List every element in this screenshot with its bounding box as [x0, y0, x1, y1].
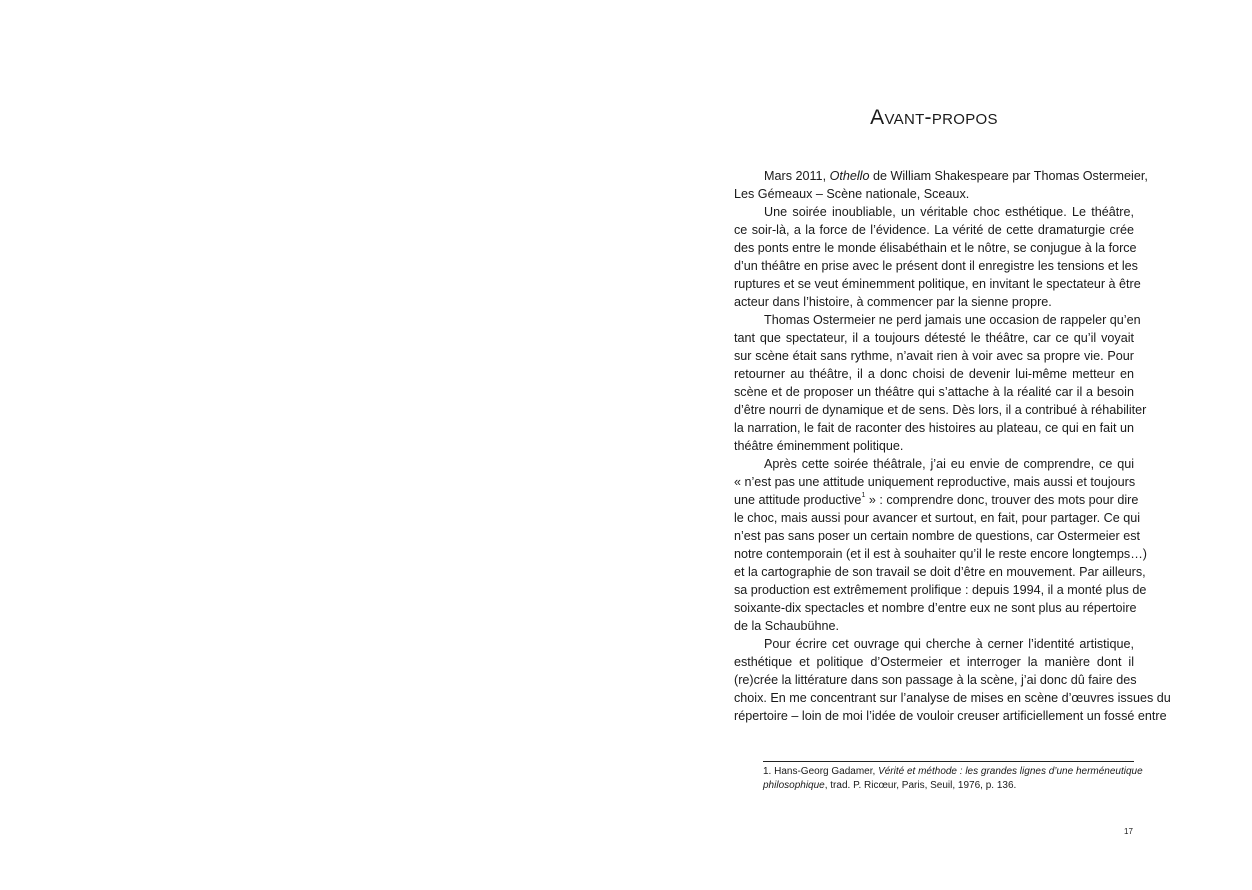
text-line	[734, 311, 1141, 329]
text-line	[734, 167, 1148, 185]
italic-text: Vérité et méthode : les grandes lignes d’une herméneutique	[878, 766, 1143, 777]
text-segment: esthétique et politique d’Ostermeier et interroger la manière dont il	[734, 655, 1134, 669]
text-line	[734, 455, 1134, 473]
text-segment: et la cartographie de son travail se doit d’être en mouvement. Par ailleurs,	[734, 565, 1146, 579]
text-segment: acteur dans l’histoire, à commencer par la sienne propre.	[734, 295, 1052, 309]
text-segment: notre contemporain (et il est à souhaiter qu’il le reste encore longtemps…)	[734, 547, 1148, 561]
page-number: 17	[1124, 827, 1133, 836]
footnote-ref[interactable]: 1	[861, 492, 866, 499]
text-segment: Les Gémeaux – Scène nationale, Sceaux.	[734, 187, 970, 201]
text-line	[734, 401, 1147, 419]
text-line	[734, 239, 1137, 257]
text-line	[734, 419, 1134, 437]
text-segment: de William Shakespeare par Thomas Ostermeier,	[869, 169, 1148, 183]
text-segment: n’est pas sans poser un certain nombre de questions, car Ostermeier est	[734, 529, 1141, 543]
text-segment: des ponts entre le monde élisabéthain et le nôtre, se conjugue à la force	[734, 241, 1137, 255]
text-segment: le choc, mais aussi pour avancer et surtout, en fait, pour partager. Ce qui	[734, 511, 1141, 525]
text-line	[734, 383, 1134, 401]
text-segment: retourner au théâtre, il a donc choisi de devenir lui-même metteur en	[734, 367, 1134, 381]
text-line	[734, 563, 1146, 581]
text-line	[734, 509, 1141, 527]
text-line	[734, 473, 1134, 491]
text-line	[734, 617, 1134, 635]
footnote-rule	[763, 761, 1134, 762]
body-text	[734, 167, 1171, 725]
text-line	[734, 275, 1141, 293]
text-line	[734, 707, 1167, 725]
text-segment: Pour écrire cet ouvrage qui cherche à cerner l’identité artistique,	[764, 637, 1134, 651]
footnotes	[763, 765, 1143, 793]
text-line	[734, 491, 1139, 509]
footnote-line	[763, 765, 1143, 779]
text-segment: d’être nourri de dynamique et de sens. Dès lors, il a contribué à réhabiliter	[734, 403, 1147, 417]
text-line	[734, 347, 1134, 365]
italic-text: philosophique	[763, 780, 825, 791]
text-line	[734, 581, 1147, 599]
text-segment: Thomas Ostermeier ne perd jamais une occasion de rappeler qu’en	[764, 313, 1141, 327]
text-segment: de la Schaubühne.	[734, 619, 840, 633]
text-segment: tant que spectateur, il a toujours détesté le théâtre, car ce qu’il voyait	[734, 331, 1134, 345]
text-line	[734, 185, 1134, 203]
text-segment: théâtre éminemment politique.	[734, 439, 904, 453]
text-line	[734, 527, 1141, 545]
text-line	[734, 635, 1134, 653]
text-line	[734, 599, 1137, 617]
text-segment: la narration, le fait de raconter des histoires au plateau, ce qui en fait un	[734, 421, 1134, 435]
footnote-line	[763, 779, 1134, 793]
text-segment: , trad. P. Ricœur, Paris, Seuil, 1976, p. 136.	[824, 780, 1017, 791]
text-segment: sur scène était sans rythme, n’avait rien à voir avec sa propre vie. Pour	[734, 349, 1134, 363]
text-line	[734, 437, 1134, 455]
text-segment: ruptures et se veut éminemment politique, en invitant le spectateur à être	[734, 277, 1141, 291]
text-segment: choix. En me concentrant sur l’analyse de mises en scène d’œuvres issues du	[734, 691, 1171, 705]
text-line	[734, 329, 1134, 347]
text-line	[734, 365, 1134, 383]
text-line	[734, 545, 1148, 563]
text-segment: Après cette soirée théâtrale, j’ai eu envie de comprendre, ce qui	[764, 457, 1134, 471]
text-segment: « n’est pas une attitude uniquement reproductive, mais aussi et toujours	[734, 475, 1136, 489]
italic-text: Othello	[829, 169, 870, 183]
text-segment: scène et de proposer un théâtre qui s’attache à la réalité car il a besoin	[734, 385, 1134, 399]
text-segment: d’un théâtre en prise avec le présent dont il enregistre les tensions et les	[734, 259, 1138, 273]
text-line	[734, 689, 1171, 707]
text-line	[734, 203, 1134, 221]
text-segment: répertoire – loin de moi l’idée de vouloir creuser artificiellement un fossé entre	[734, 709, 1167, 723]
text-segment: » : comprendre donc, trouver des mots pour dire	[865, 493, 1139, 507]
text-line	[734, 671, 1137, 689]
text-segment: ce soir-là, a la force de l’évidence. La vérité de cette dramaturgie crée	[734, 223, 1134, 237]
text-line	[734, 653, 1134, 671]
text-segment: soixante-dix spectacles et nombre d’entre eux ne sont plus au répertoire	[734, 601, 1137, 615]
text-segment: une attitude productive	[734, 493, 862, 507]
text-segment: (re)crée la littérature dans son passage à la scène, j’ai donc dû faire des	[734, 673, 1137, 687]
text-segment: 1. Hans-Georg Gadamer,	[763, 766, 879, 777]
text-segment: Mars 2011,	[764, 169, 830, 183]
text-line	[734, 257, 1138, 275]
text-line	[734, 221, 1134, 239]
chapter-title: Avant-propos	[870, 106, 998, 129]
text-line	[734, 293, 1134, 311]
text-segment: sa production est extrêmement prolifique : depuis 1994, il a monté plus de	[734, 583, 1147, 597]
text-segment: Une soirée inoubliable, un véritable choc esthétique. Le théâtre,	[764, 205, 1134, 219]
